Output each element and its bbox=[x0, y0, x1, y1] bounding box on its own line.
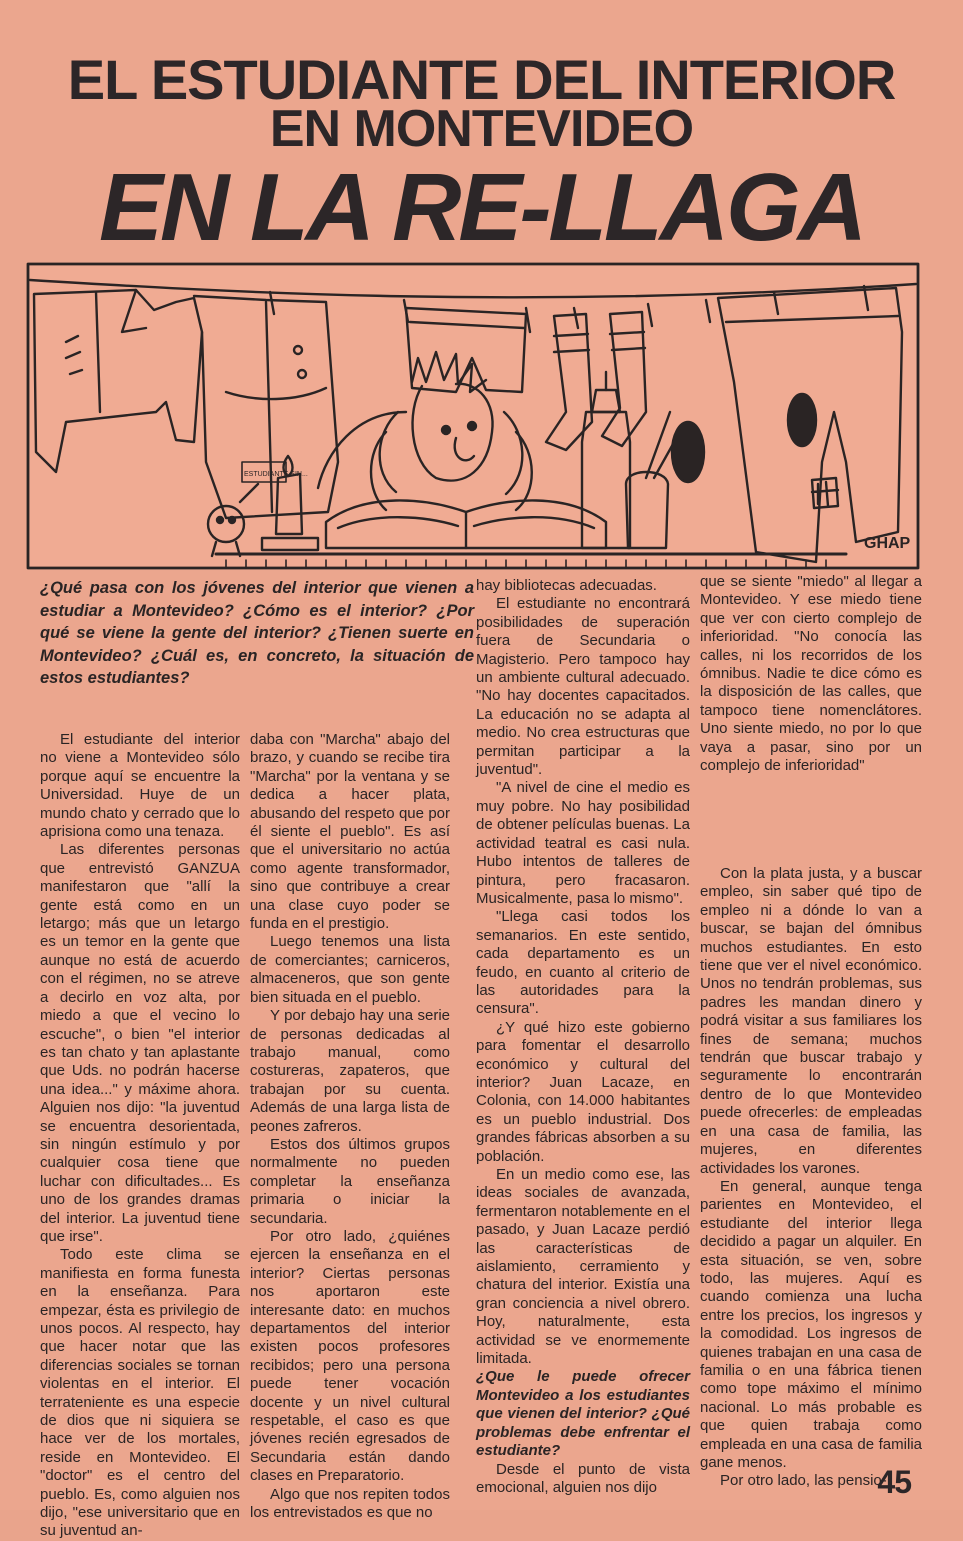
column-4-top bbox=[700, 573, 922, 775]
paragraph: Por otro lado, las pensio- bbox=[720, 1472, 887, 1490]
paragraph: ¿Y qué hizo este gobierno para fomentar el desarrollo económico y cultural del interior? Juan Lacaze, en Colonia, con 14.000 habitantes es un pueblo industrial. Dos grandes fábricas absorben a su población. bbox=[476, 1018, 690, 1165]
paragraph: Todo este clima se manifiesta en forma funesta en la enseñanza. Para empezar, ésta es privilegio de unos pocos. Al respecto, hay que hacer notar que las diferencias sociales se tornan violentas en el interior. El terrateniente es una especie de dios que ni siquiera se hace ver de los mortales, reside en Montevideo. El "doctor" es el centro del pueblo. Es, como alguien nos dijo, "ese universitario que en su juventud an- bbox=[40, 1246, 240, 1540]
paragraph: En general, aunque tenga parientes en Montevideo, el estudiante del interior llega decidido a pagar un alquiler. En esta situación, se ven, sobre todo, las mujeres. Aquí es cuando comienza una lucha entre los precios, los ingresos y la comodidad. Los ingresos de quienes trabajan en una casa de familia o en una fábrica tienen como tope máximo el mínimo nacional. Lo más probable es que quien trabaja como empleada en una casa de familia gane menos. bbox=[700, 1177, 922, 1471]
page-number: 45 bbox=[877, 1464, 911, 1500]
headline-line-1: EL ESTUDIANTE DEL INTERIOR bbox=[67, 48, 896, 111]
paragraph: Desde el punto de vista emocional, alguien nos dijo bbox=[476, 1460, 690, 1496]
paragraph: Por otro lado, ¿quiénes ejercen la enseñanza en el interior? Ciertas personas nos aportaron este interesante dato: en muchos departamentos del interior existen pocos profesores recibidos; pero una persona puede tener vocación docente y un nivel cultural respetable, el caso es que jóvenes recién egresados de Secundaria están dando clases en Preparatorio. bbox=[250, 1227, 450, 1485]
paragraph: El estudiante no encontrará posibilidades de superación fuera de Secundaria o Magisterio. Pero tampoco hay un ambiente cultural adecuado. "No hay docentes capacitados. La educación no se adapta al medio. No crea estructuras que permitan participar a la juventud". bbox=[476, 595, 690, 779]
paragraph: Algo que nos repiten todos los entrevistados es que no bbox=[250, 1485, 450, 1522]
column-2 bbox=[250, 731, 450, 1522]
illustrator-signature: GHAP bbox=[864, 535, 911, 552]
paragraph: Estos dos últimos grupos normalmente no pueden completar la enseñanza primaria o iniciar la secundaria. bbox=[250, 1135, 450, 1227]
paragraph: hay bibliotecas adecuadas. bbox=[476, 577, 657, 594]
paragraph: El estudiante del interior no viene a Montevideo sólo porque aquí se encuentre la Universidad. Huye de un mundo chato y cerrado que lo aprisiona como una tenaza. bbox=[40, 731, 240, 841]
subheading-question: ¿Que le puede ofrecer Montevideo a los estudiantes que vienen del interior? ¿Qué problemas debe enfrentar el estudiante? bbox=[476, 1368, 690, 1460]
paragraph: que se siente "miedo" al llegar a Montevideo. Y ese miedo tiene que ver con cierto complejo de inferioridad. "No conocía las calles, ni los recorridos de los ómnibus. Nadie te dice cómo es la disposición de las calles, que tampoco tiene nomenclátores. Uno siente miedo, no por lo que vaya a pasar, sino por un complejo de inferioridad" bbox=[700, 573, 922, 775]
headline-line-2: EN MONTEVIDEO bbox=[269, 100, 694, 158]
column-4-bottom bbox=[700, 865, 922, 1491]
paragraph: "Llega casi todos los semanarios. En este sentido, cada departamento es un feudo, en cuanto al criterio de las autoridades para la censura". bbox=[476, 908, 690, 1018]
paragraph: En un medio como ese, las ideas sociales de avanzada, fermentaron notablemente en el pasado, y Juan Lacaze perdió las características de aislamiento, cerramiento y chatura del interior. Existía una gran conciencia a nivel obrero. Hoy, naturalmente, esta actividad se ve enormemente limitada. bbox=[476, 1166, 690, 1368]
paragraph: daba con "Marcha" abajo del brazo, y cuando se recibe tira "Marcha" por la ventana y se dedica a hacer plata, abusando del respeto que por él siente el pueblo". Es así que el universitario no actúa como agente transformador, sino que contribuye a crear una clase cuyo poder se funda en el prestigio. bbox=[250, 731, 450, 933]
paragraph: Y por debajo hay una serie de personas dedicadas al trabajo manual, como costureras, zapateros, que trabajan por su cuenta. Además de una larga lista de peones zafreros. bbox=[250, 1007, 450, 1135]
paragraph: Luego tenemos una lista de comerciantes; carniceros, almaceneros, que son gente bien situada en el pueblo. bbox=[250, 933, 450, 1006]
cartoon-illustration bbox=[26, 262, 920, 570]
column-3 bbox=[476, 577, 690, 1497]
paragraph: Con la plata justa, y a buscar empleo, sin saber qué tipo de empleo ni a dónde lo van a buscar, se bajan del ómnibus muchos estudiantes. En esto tiene que ver el nivel económico. Unos no tendrán problemas, sus padres les mandan dinero y podrá visitar a sus familiares los fines de semana; muchos tendrán que buscar trabajo y seguramente lo encontrarán dentro de lo que Montevideo puede ofrecerles: de empleadas en una casa de familia, las mujeres, en diferentes actividades los varones. bbox=[700, 865, 922, 1177]
paragraph: "A nivel de cine el medio es muy pobre. No hay posibilidad de obtener películas buenas. La actividad teatral es casi nula. Hubo intentos de talleres de pintura, pero fracasaron. Musicalmente, pasa lo mismo". bbox=[476, 779, 690, 907]
column-1 bbox=[40, 731, 240, 1541]
headline-main: EN LA RE-LLAGA bbox=[98, 154, 865, 261]
paragraph: Las diferentes personas que entrevistó GANZUA manifestaron que "allí la gente está como en un letargo; más que un letargo es un temor en la gente que aunque no está de acuerdo con el régimen, no se atreve a decirlo en voz alta, por miedo a que el vecino lo escuche", o bien "el interior es tan chato y tan aplastante que Uds. no podrán hacerse una idea..." y máxime ahora. Alguien nos dijo: "la juventud se encuentra desorientada, sin ningún estímulo y por cualquier cosa tiene que luchar con dificultades... Es uno de los grandes dramas del interior. La juventud tiene que irse". bbox=[40, 841, 240, 1245]
intro-paragraph: ¿Qué pasa con los jóvenes del interior que vienen a estudiar a Montevideo? ¿Cómo es el interior? ¿Por qué se viene la gente del interior? ¿Tienen suerte en Montevideo? ¿Cuál es, en concreto, la situación de estos estudiantes? bbox=[40, 579, 474, 687]
sign-text: ESTUDIANTE SIN... bbox=[244, 471, 308, 478]
